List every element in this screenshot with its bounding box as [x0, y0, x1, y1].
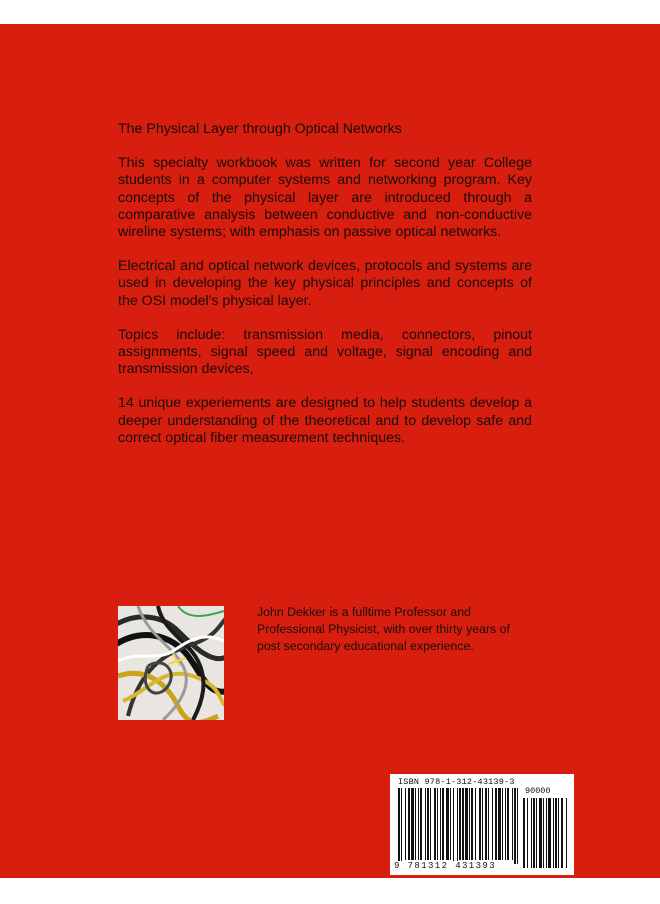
barcode-bar: [498, 788, 501, 860]
author-bio-line-2: Professional Physicist, with over thirty years of: [257, 621, 510, 636]
barcode-bar: [462, 788, 464, 860]
barcode-digits: 9 781312 431393: [394, 861, 497, 871]
barcode-bar: [411, 788, 414, 860]
barcode-bar: [434, 788, 436, 860]
addon-bar: [533, 798, 535, 868]
barcode-bar: [398, 788, 400, 864]
barcode-bar: [453, 788, 454, 864]
barcode-bar: [514, 788, 516, 864]
barcode-bar: [440, 788, 441, 860]
barcode-bar: [457, 788, 458, 864]
price-code: 90000: [525, 786, 551, 796]
addon-bar: [553, 798, 554, 868]
addon-bar: [536, 798, 537, 868]
addon-bar: [558, 798, 559, 868]
barcode-bar: [420, 788, 422, 860]
description-paragraph-3: Topics include: transmission media, connectors, pinout assignments, signal speed and voltage, signal encoding and transmission devices,: [118, 326, 532, 378]
barcode-bar: [405, 788, 406, 860]
barcode-bar: [475, 788, 476, 860]
description-block: [118, 121, 532, 464]
author-bio: [257, 604, 517, 654]
isbn-barcode: [390, 774, 574, 875]
barcode-bar: [408, 788, 410, 860]
barcode-bar: [425, 788, 426, 860]
addon-bar: [527, 798, 528, 868]
barcode-bar: [479, 788, 481, 860]
addon-bar: [548, 798, 551, 868]
barcode-bar: [469, 788, 470, 860]
barcode-bar: [442, 788, 444, 860]
barcode-bar: [415, 788, 416, 860]
barcode-bar: [488, 788, 489, 860]
book-title: The Physical Layer through Optical Networks: [118, 121, 402, 137]
barcode-bar: [471, 788, 473, 860]
addon-bar: [566, 798, 567, 868]
author-bio-line-1: John Dekker is a fulltime Professor and: [257, 605, 471, 619]
barcode-bar: [495, 788, 497, 860]
addon-bar: [561, 798, 563, 868]
barcode-bar: [502, 788, 503, 860]
isbn-label: ISBN 978-1-312-43139-3: [398, 777, 515, 787]
author-photo: [118, 606, 224, 720]
back-cover: [0, 24, 660, 878]
addon-bar: [523, 798, 525, 868]
barcode-bar: [512, 788, 513, 860]
barcode-bar: [505, 788, 506, 860]
addon-bar: [555, 798, 557, 868]
barcode-bar: [482, 788, 483, 860]
addon-bar: [539, 798, 542, 868]
barcode-bar: [450, 788, 451, 860]
barcode-bar: [459, 788, 461, 860]
fiber-cables-image: [118, 606, 224, 720]
barcode-bar: [427, 788, 429, 860]
description-paragraph-1: This specialty workbook was written for second year College students in a computer systems and networking program. Key concepts of the physical layer are introduced through a comparative analysis between conductive and non-conductive wireline systems; with emphasis on passive optical networks.: [118, 155, 532, 241]
barcode-bar: [465, 788, 468, 860]
addon-bar: [546, 798, 547, 868]
barcode-bar: [446, 788, 449, 860]
barcode-bar: [430, 788, 431, 860]
barcode-bar: [437, 788, 438, 860]
barcode-bar: [517, 788, 518, 864]
description-paragraph-4: 14 unique experiements are designed to help students develop a deeper understanding of the theoretical and to develop safe and correct optical fiber measurement techniques.: [118, 395, 532, 446]
barcode-bar: [485, 788, 487, 860]
author-bio-line-3: post secondary educational experience.: [257, 638, 474, 653]
addon-bar: [543, 798, 544, 868]
description-paragraph-2: Electrical and optical network devices, protocols and systems are used in developing the key physical principles and concepts of the OSI model's physical layer.: [118, 258, 532, 309]
barcode-bar: [401, 788, 402, 864]
barcode-bar: [507, 788, 509, 860]
barcode-bar: [418, 788, 419, 860]
barcode-bar: [492, 788, 493, 860]
addon-bar: [531, 798, 532, 868]
